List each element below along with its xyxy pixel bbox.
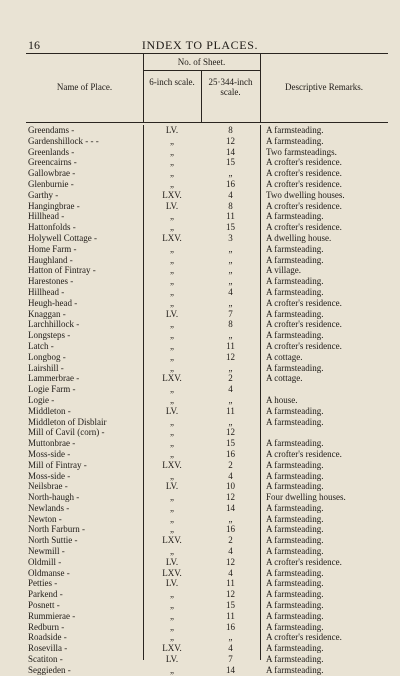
descriptive-remark: A farmsteading. bbox=[266, 470, 324, 481]
place-name: Hattonfolds - bbox=[28, 222, 76, 233]
descriptive-remark: A cottage. bbox=[266, 373, 303, 384]
place-name: Haughland - bbox=[28, 254, 73, 265]
six-inch-sheet: „ bbox=[170, 394, 174, 405]
twentyfive-inch-sheet: 15 bbox=[226, 157, 235, 168]
six-inch-sheet: „ bbox=[170, 524, 174, 535]
six-inch-sheet: „ bbox=[170, 146, 174, 157]
descriptive-remark: A crofter's residence. bbox=[266, 448, 342, 459]
descriptive-remark: A crofter's residence. bbox=[266, 157, 342, 168]
descriptive-remark: A farmsteading. bbox=[266, 481, 324, 492]
table-row bbox=[26, 373, 388, 384]
table-row bbox=[26, 471, 388, 482]
descriptive-remark: A farmsteading. bbox=[266, 610, 324, 621]
table-row bbox=[26, 298, 388, 309]
table-row bbox=[26, 578, 388, 589]
descriptive-remark: A farmsteading. bbox=[266, 438, 324, 449]
descriptive-remark: A farmsteading. bbox=[266, 125, 324, 135]
twentyfive-inch-sheet: 11 bbox=[226, 610, 235, 621]
six-inch-sheet: „ bbox=[170, 135, 174, 146]
place-name: Gallowbrae - bbox=[28, 168, 76, 179]
descriptive-remark: A farmsteading. bbox=[266, 589, 324, 600]
six-inch-sheet: LV. bbox=[165, 556, 179, 567]
six-inch-sheet: LV. bbox=[165, 405, 179, 416]
place-name: North Farburn - bbox=[28, 524, 85, 535]
table-row bbox=[26, 395, 388, 406]
descriptive-remark: A farmsteading. bbox=[266, 578, 324, 589]
six-inch-sheet: „ bbox=[170, 546, 174, 557]
place-name: Hatton of Fintray - bbox=[28, 265, 96, 276]
place-name: Hillhead - bbox=[28, 211, 65, 222]
twentyfive-inch-sheet: 4 bbox=[228, 189, 233, 200]
place-name: Garthy - bbox=[28, 189, 59, 200]
table-row bbox=[26, 168, 388, 179]
table-row bbox=[26, 632, 388, 643]
table-row bbox=[26, 643, 388, 654]
place-name: Middleton of Disblair bbox=[28, 416, 107, 427]
table-row bbox=[26, 309, 388, 320]
twentyfive-inch-sheet: 11 bbox=[226, 211, 235, 222]
descriptive-remark: A farmsteading. bbox=[266, 211, 324, 222]
six-inch-sheet: „ bbox=[170, 297, 174, 308]
table-row bbox=[26, 589, 388, 600]
twentyfive-inch-sheet: 7 bbox=[228, 308, 233, 319]
table-row bbox=[26, 460, 388, 471]
twentyfive-inch-sheet: 15 bbox=[226, 438, 235, 449]
descriptive-remark: A farmsteading. bbox=[266, 416, 324, 427]
table-row bbox=[26, 503, 388, 514]
descriptive-remark: A house. bbox=[266, 394, 298, 405]
six-inch-sheet: „ bbox=[170, 330, 174, 341]
twentyfive-inch-sheet: 15 bbox=[226, 222, 235, 233]
twentyfive-inch-sheet: 16 bbox=[226, 178, 235, 189]
place-name: Redburn - bbox=[28, 621, 65, 632]
twentyfive-inch-sheet: „ bbox=[228, 513, 233, 524]
place-name: Seggieden - bbox=[28, 664, 71, 675]
twentyfive-inch-sheet: 4 bbox=[228, 384, 233, 395]
place-name: Rummierae - bbox=[28, 610, 76, 621]
table-row bbox=[26, 546, 388, 557]
six-inch-sheet: „ bbox=[170, 513, 174, 524]
table-row bbox=[26, 611, 388, 622]
place-name: Lairshill - bbox=[28, 362, 64, 373]
six-inch-sheet: „ bbox=[170, 470, 174, 481]
twentyfive-inch-sheet: 7 bbox=[228, 654, 233, 665]
place-name: Middleton - bbox=[28, 405, 71, 416]
place-name: Roadside - bbox=[28, 632, 67, 643]
place-name: Mill of Fintray - bbox=[28, 459, 87, 470]
six-inch-sheet: „ bbox=[170, 610, 174, 621]
table-row bbox=[26, 287, 388, 298]
place-name: Neilsbrae - bbox=[28, 481, 68, 492]
descriptive-remark: A crofter's residence. bbox=[266, 556, 342, 567]
running-title: INDEX TO PLACES. bbox=[141, 38, 259, 52]
twentyfive-inch-sheet: „ bbox=[228, 276, 233, 287]
descriptive-remark: A farmsteading. bbox=[266, 664, 324, 675]
twentyfive-inch-sheet: 10 bbox=[226, 481, 235, 492]
place-name: Holywell Cottage - bbox=[28, 232, 97, 243]
table-row bbox=[26, 438, 388, 449]
descriptive-remark: A farmsteading. bbox=[266, 330, 324, 341]
six-inch-sheet: „ bbox=[170, 632, 174, 643]
table-row bbox=[26, 535, 388, 546]
table-row bbox=[26, 179, 388, 190]
six-inch-sheet: „ bbox=[170, 664, 174, 675]
descriptive-remark: A crofter's residence. bbox=[266, 178, 342, 189]
twentyfive-inch-sheet: 2 bbox=[228, 459, 233, 470]
six-inch-sheet: LV. bbox=[165, 578, 179, 589]
six-inch-sheet: LXV. bbox=[162, 373, 182, 384]
twentyfive-inch-sheet: 4 bbox=[228, 470, 233, 481]
table-row bbox=[26, 363, 388, 374]
table-row bbox=[26, 255, 388, 266]
place-name: North-haugh - bbox=[28, 492, 80, 503]
twentyfive-inch-sheet: „ bbox=[228, 265, 233, 276]
twentyfive-inch-sheet: 8 bbox=[228, 125, 233, 135]
twentyfive-inch-sheet: 4 bbox=[228, 546, 233, 557]
table-row bbox=[26, 136, 388, 147]
twentyfive-inch-sheet: 14 bbox=[226, 664, 235, 675]
header-25-inch-scale: 25·344-inch scale. bbox=[208, 77, 253, 97]
twentyfive-inch-sheet: 12 bbox=[226, 589, 235, 600]
descriptive-remark: Two farmsteadings. bbox=[266, 146, 337, 157]
place-name: Gardenshillock - - - bbox=[28, 135, 99, 146]
place-name: Longbog - bbox=[28, 351, 66, 362]
descriptive-remark: A farmsteading. bbox=[266, 405, 324, 416]
table-row bbox=[26, 157, 388, 168]
table-row bbox=[26, 406, 388, 417]
table-row bbox=[26, 568, 388, 579]
six-inch-sheet: „ bbox=[170, 384, 174, 395]
place-name: Harestones - bbox=[28, 276, 74, 287]
place-name: Moss-side - bbox=[28, 470, 71, 481]
descriptive-remark: A farmsteading. bbox=[266, 276, 324, 287]
table-row bbox=[26, 665, 388, 676]
twentyfive-inch-sheet: 12 bbox=[226, 351, 235, 362]
place-name: Home Farm - bbox=[28, 243, 77, 254]
six-inch-sheet: „ bbox=[170, 589, 174, 600]
twentyfive-inch-sheet: „ bbox=[228, 362, 233, 373]
descriptive-remark: A cottage. bbox=[266, 351, 303, 362]
six-inch-sheet: „ bbox=[170, 319, 174, 330]
six-inch-sheet: „ bbox=[170, 438, 174, 449]
place-name: Heugh-head - bbox=[28, 297, 78, 308]
table-row bbox=[26, 201, 388, 212]
descriptive-remark: A crofter's residence. bbox=[266, 297, 342, 308]
table-row bbox=[26, 341, 388, 352]
six-inch-sheet: „ bbox=[170, 286, 174, 297]
table-row bbox=[26, 147, 388, 158]
twentyfive-inch-sheet: 14 bbox=[226, 146, 235, 157]
six-inch-sheet: LV. bbox=[165, 200, 179, 211]
six-inch-sheet: „ bbox=[170, 621, 174, 632]
twentyfive-inch-sheet: 16 bbox=[226, 524, 235, 535]
descriptive-remark: A farmsteading. bbox=[266, 524, 324, 535]
twentyfive-inch-sheet: „ bbox=[228, 168, 233, 179]
table-row bbox=[26, 276, 388, 287]
table-row bbox=[26, 622, 388, 633]
place-name: Greencairns - bbox=[28, 157, 77, 168]
six-inch-sheet: „ bbox=[170, 211, 174, 222]
table-row bbox=[26, 319, 388, 330]
twentyfive-inch-sheet: 2 bbox=[228, 535, 233, 546]
descriptive-remark: A farmsteading. bbox=[266, 243, 324, 254]
header-no-of-sheet: No. of Sheet. bbox=[177, 57, 226, 67]
descriptive-remark: A farmsteading. bbox=[266, 135, 324, 146]
place-name: Oldmill - bbox=[28, 556, 62, 567]
descriptive-remark: A crofter's residence. bbox=[266, 319, 342, 330]
place-name: Longsteps - bbox=[28, 330, 71, 341]
six-inch-sheet: „ bbox=[170, 340, 174, 351]
descriptive-remark: Four dwelling houses. bbox=[266, 492, 346, 503]
twentyfive-inch-sheet: 14 bbox=[226, 502, 235, 513]
place-name: Newmill - bbox=[28, 546, 65, 557]
six-inch-sheet: LXV. bbox=[162, 459, 182, 470]
place-name: Lammerbrae - bbox=[28, 373, 80, 384]
page-number: 16 bbox=[28, 38, 40, 52]
twentyfive-inch-sheet: 8 bbox=[228, 200, 233, 211]
six-inch-sheet: „ bbox=[170, 416, 174, 427]
place-name: Glenburnie - bbox=[28, 178, 74, 189]
place-name: Moss-side - bbox=[28, 448, 71, 459]
table-row bbox=[26, 125, 388, 136]
six-inch-sheet: „ bbox=[170, 351, 174, 362]
six-inch-sheet: „ bbox=[170, 254, 174, 265]
six-inch-sheet: „ bbox=[170, 600, 174, 611]
descriptive-remark: A farmsteading. bbox=[266, 643, 324, 654]
twentyfive-inch-sheet: 12 bbox=[226, 135, 235, 146]
six-inch-sheet: „ bbox=[170, 362, 174, 373]
place-name: Logie - bbox=[28, 394, 55, 405]
twentyfive-inch-sheet: „ bbox=[228, 416, 233, 427]
six-inch-sheet: „ bbox=[170, 157, 174, 168]
six-inch-sheet: LXV. bbox=[162, 535, 182, 546]
table-row bbox=[26, 211, 388, 222]
six-inch-sheet: „ bbox=[170, 243, 174, 254]
six-inch-sheet: LXV. bbox=[162, 189, 182, 200]
six-inch-sheet: „ bbox=[170, 492, 174, 503]
six-inch-sheet: LXV. bbox=[162, 567, 182, 578]
descriptive-remark: A farmsteading. bbox=[266, 254, 324, 265]
descriptive-remark: A crofter's residence. bbox=[266, 168, 342, 179]
twentyfive-inch-sheet: „ bbox=[228, 243, 233, 254]
place-name: Knaggan - bbox=[28, 308, 66, 319]
twentyfive-inch-sheet: 3 bbox=[228, 232, 233, 243]
descriptive-remark: Two dwelling houses. bbox=[266, 189, 345, 200]
twentyfive-inch-sheet: 15 bbox=[226, 600, 235, 611]
twentyfive-inch-sheet: 12 bbox=[226, 492, 235, 503]
table-row bbox=[26, 427, 388, 438]
place-name: Larchhillock - bbox=[28, 319, 80, 330]
six-inch-sheet: „ bbox=[170, 178, 174, 189]
table-row bbox=[26, 190, 388, 201]
table-row bbox=[26, 384, 388, 395]
table-row bbox=[26, 244, 388, 255]
place-name: Hillhead - bbox=[28, 286, 65, 297]
six-inch-sheet: „ bbox=[170, 265, 174, 276]
six-inch-sheet: LXV. bbox=[162, 643, 182, 654]
six-inch-sheet: „ bbox=[170, 222, 174, 233]
header-rule bbox=[143, 70, 260, 71]
table-row bbox=[26, 265, 388, 276]
descriptive-remark: A farmsteading. bbox=[266, 621, 324, 632]
descriptive-remark: A crofter's residence. bbox=[266, 222, 342, 233]
six-inch-sheet: LV. bbox=[165, 481, 179, 492]
place-name: Oldmanse - bbox=[28, 567, 70, 578]
twentyfive-inch-sheet: 11 bbox=[226, 340, 235, 351]
table-row bbox=[26, 330, 388, 341]
six-inch-sheet: LV. bbox=[165, 125, 179, 135]
descriptive-remark: A farmsteading. bbox=[266, 546, 324, 557]
descriptive-remark: A farmsteading. bbox=[266, 654, 324, 665]
twentyfive-inch-sheet: 12 bbox=[226, 427, 235, 438]
index-table-body bbox=[26, 125, 388, 676]
header-name-of-place: Name of Place. bbox=[56, 82, 113, 92]
place-name: Muttonbrae - bbox=[28, 438, 76, 449]
descriptive-remark: A dwelling house. bbox=[266, 232, 332, 243]
twentyfive-inch-sheet: „ bbox=[228, 394, 233, 405]
place-name: Parkend - bbox=[28, 589, 63, 600]
place-name: Greendams - bbox=[28, 125, 75, 135]
table-row bbox=[26, 222, 388, 233]
six-inch-sheet: „ bbox=[170, 448, 174, 459]
header-six-inch-scale: 6-inch scale. bbox=[149, 77, 195, 87]
table-row bbox=[26, 492, 388, 503]
descriptive-remark: A farmsteading. bbox=[266, 513, 324, 524]
twentyfive-inch-sheet: „ bbox=[228, 254, 233, 265]
place-name: Mill of Cavil (corn) - bbox=[28, 427, 105, 438]
place-name: Posnett - bbox=[28, 600, 60, 611]
place-name: North Suttie - bbox=[28, 535, 78, 546]
place-name: Hangingbrae - bbox=[28, 200, 80, 211]
twentyfive-inch-sheet: 11 bbox=[226, 405, 235, 416]
twentyfive-inch-sheet: „ bbox=[228, 632, 233, 643]
twentyfive-inch-sheet: 12 bbox=[226, 556, 235, 567]
descriptive-remark: A crofter's residence. bbox=[266, 632, 342, 643]
descriptive-remark: A farmsteading. bbox=[266, 535, 324, 546]
table-row bbox=[26, 524, 388, 535]
place-name: Petties - bbox=[28, 578, 58, 589]
table-row bbox=[26, 352, 388, 363]
descriptive-remark: A farmsteading. bbox=[266, 600, 324, 611]
six-inch-sheet: „ bbox=[170, 502, 174, 513]
twentyfive-inch-sheet: 4 bbox=[228, 643, 233, 654]
descriptive-remark: A farmsteading. bbox=[266, 308, 324, 319]
descriptive-remark: A farmsteading. bbox=[266, 459, 324, 470]
six-inch-sheet: LXV. bbox=[162, 232, 182, 243]
table-row bbox=[26, 600, 388, 611]
descriptive-remark: A farmsteading. bbox=[266, 567, 324, 578]
table-header bbox=[26, 53, 388, 123]
descriptive-remark: A village. bbox=[266, 265, 301, 276]
twentyfive-inch-sheet: 4 bbox=[228, 567, 233, 578]
descriptive-remark: A farmsteading. bbox=[266, 502, 324, 513]
twentyfive-inch-sheet: „ bbox=[228, 330, 233, 341]
twentyfive-inch-sheet: „ bbox=[228, 297, 233, 308]
twentyfive-inch-sheet: 2 bbox=[228, 373, 233, 384]
twentyfive-inch-sheet: 4 bbox=[228, 286, 233, 297]
twentyfive-inch-sheet: 11 bbox=[226, 578, 235, 589]
six-inch-sheet: „ bbox=[170, 168, 174, 179]
table-row bbox=[26, 514, 388, 525]
descriptive-remark: A farmsteading. bbox=[266, 286, 324, 297]
place-name: Logie Farm - bbox=[28, 384, 76, 395]
place-name: Latch - bbox=[28, 340, 54, 351]
six-inch-sheet: LV. bbox=[165, 654, 179, 665]
table-row bbox=[26, 417, 388, 428]
place-name: Scatiton - bbox=[28, 654, 63, 665]
place-name: Newlands - bbox=[28, 502, 70, 513]
six-inch-sheet: „ bbox=[170, 427, 174, 438]
place-name: Newton - bbox=[28, 513, 62, 524]
place-name: Rosevilla - bbox=[28, 643, 68, 654]
table-row bbox=[26, 481, 388, 492]
place-name: Greenlands - bbox=[28, 146, 75, 157]
six-inch-sheet: „ bbox=[170, 276, 174, 287]
table-row bbox=[26, 449, 388, 460]
descriptive-remark: A crofter's residence. bbox=[266, 340, 342, 351]
twentyfive-inch-sheet: 16 bbox=[226, 448, 235, 459]
twentyfive-inch-sheet: 8 bbox=[228, 319, 233, 330]
six-inch-sheet: LV. bbox=[165, 308, 179, 319]
table-row bbox=[26, 654, 388, 665]
table-row bbox=[26, 557, 388, 568]
table-row bbox=[26, 233, 388, 244]
header-descriptive-remarks: Descriptive Remarks. bbox=[285, 82, 363, 92]
twentyfive-inch-sheet: 16 bbox=[226, 621, 235, 632]
descriptive-remark: A crofter's residence. bbox=[266, 200, 342, 211]
descriptive-remark: A farmsteading. bbox=[266, 362, 324, 373]
